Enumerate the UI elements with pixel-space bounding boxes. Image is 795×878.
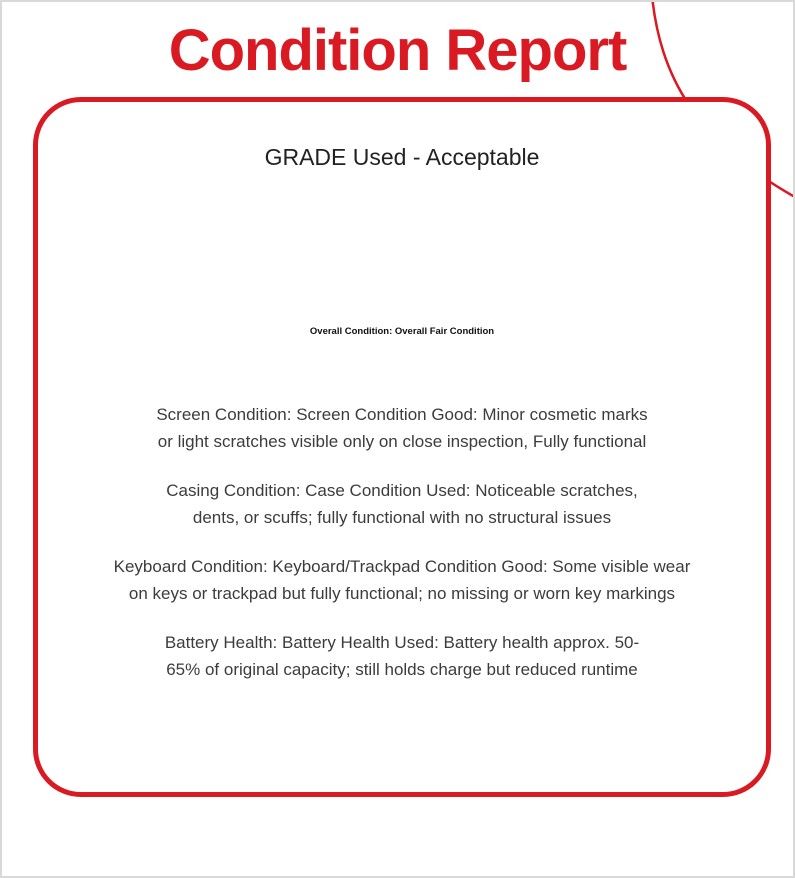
section-casing-condition: Casing Condition: Case Condition Used: Noticeable scratches, dents, or scuffs; fully functional with no structural issues [166, 481, 638, 527]
section-battery-health: Battery Health: Battery Health Used: Battery health approx. 50-65% of original capacity; still holds charge but reduced runtime [164, 633, 640, 679]
section-keyboard-condition: Keyboard Condition: Keyboard/Trackpad Condition Good: Some visible wear on keys or trackpad but fully functional; no missing or worn key markings [113, 557, 691, 603]
grade-heading: GRADE Used - Acceptable [264, 144, 540, 170]
report-title: Condition Report [168, 18, 627, 83]
overall-condition-line: Overall Condition: Overall Fair Condition [309, 326, 495, 337]
section-screen-condition: Screen Condition: Screen Condition Good: Minor cosmetic marks or light scratches visible only on close inspection, Fully functional [156, 405, 648, 451]
condition-sections [38, 401, 766, 683]
condition-report-card [33, 97, 771, 797]
